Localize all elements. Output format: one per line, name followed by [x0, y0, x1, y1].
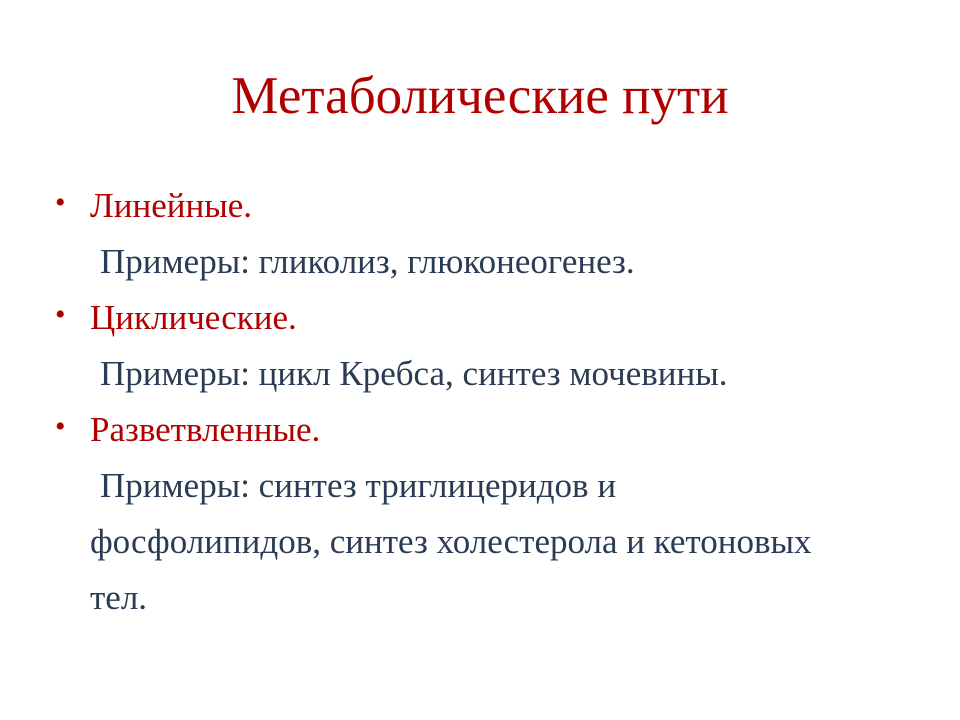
bullet-icon: •	[55, 410, 66, 443]
list-item-branched	[55, 402, 915, 458]
list-item-linear	[55, 178, 915, 234]
list-item-example: Примеры: гликолиз, глюконеогенез.	[100, 242, 635, 281]
bullet-icon: •	[55, 298, 66, 331]
list-item-label: Линейные.	[90, 186, 252, 225]
list-item-cyclic	[55, 290, 915, 346]
list-item-label: Циклические.	[90, 298, 297, 337]
bullet-list	[55, 178, 915, 626]
slide-title: Метаболические пути	[231, 67, 729, 125]
list-item-example: Примеры: цикл Кребса, синтез мочевины.	[100, 354, 728, 393]
list-item-example: Примеры: синтез триглицеридов и фосфолипидов, синтез холестерола и кетоновых тел.	[90, 466, 812, 617]
bullet-icon: •	[55, 186, 66, 219]
list-item-label: Разветвленные.	[90, 410, 321, 449]
